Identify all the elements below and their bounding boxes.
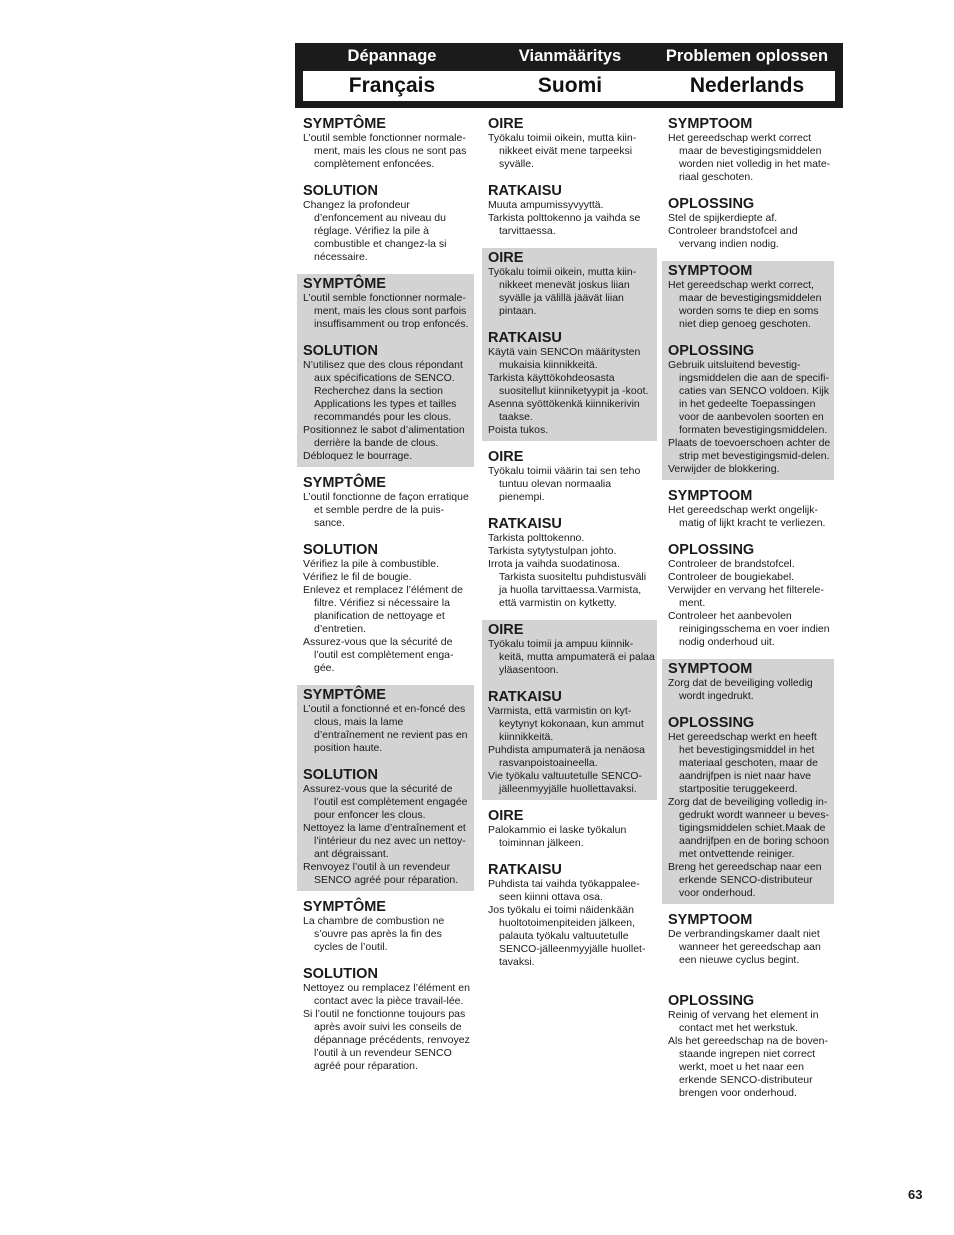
troubleshoot-block — [662, 486, 834, 653]
solution-section — [488, 862, 655, 969]
troubleshoot-block — [482, 248, 657, 441]
body-text: Zorg dat de beveiliging volledig in-gedrukt wordt wanneer u beves-tigingsmiddelen schiet.Maak de aandrijfpen en de boring schoon met ontvettende reiniger. — [668, 796, 830, 860]
solution-label: RATKAISU — [488, 689, 562, 705]
body-text: Als het gereedschap na de boven-staande ingrepen niet correct werkt, moet u het naar een erkende SENCO-distributeur brengen voor onderhoud. — [668, 1035, 828, 1099]
solution-section — [303, 343, 472, 463]
troubleshoot-block — [482, 806, 657, 973]
solution-section — [488, 689, 655, 796]
body-text: Het gereedschap werkt correct maar de bevestigingsmiddelen worden niet volledig in het mate-riaal geschoten. — [668, 132, 831, 183]
body-text: L’outil semble fonctionner normale-ment, mais les clous ne sont pas complètement enfoncées. — [303, 132, 467, 170]
body-text: Työkalu toimii ja ampuu kiinnik-keitä, mutta ampumaterä ei palaa yläasentoon. — [488, 638, 655, 676]
body-text: Assurez-vous que la sécurité de l’outil est complètement engagée pour enfoncer les clous. — [303, 783, 468, 821]
symptom-section — [668, 912, 832, 967]
page-number: 63 — [908, 1187, 923, 1202]
symptom-section — [303, 475, 472, 530]
body-text: Positionnez le sabot d’alimentation derrière la bande de clous. — [303, 424, 465, 449]
body-text: Breng het gereedschap naar een erkende SENCO-distributeur voor onderhoud. — [668, 861, 822, 899]
body-text: Reinig of vervang het element in contact met het werkstuk. — [668, 1009, 819, 1034]
body-text: Tarkista polttokenno ja vaihda se tarvittaessa. — [488, 212, 641, 237]
body-text: Työkalu toimii oikein, mutta kiin-nikkeet eivät mene tarpeeksi syvälle. — [488, 132, 637, 170]
symptom-label: SYMPTÔME — [303, 899, 386, 915]
body-text: Si l’outil ne fonctionne toujours pas après avoir suivi les conseils de dépannage précédents, renvoyez l’outil à un revendeur SENCO agréé pour réparation. — [303, 1008, 470, 1072]
solution-section — [303, 183, 472, 264]
solution-label: OPLOSSING — [668, 343, 755, 359]
troubleshoot-block — [297, 897, 474, 1077]
body-text: De verbrandingskamer daalt niet wanneer het gereedschap aan een nieuwe cyclus begint. — [668, 928, 821, 966]
symptom-section — [488, 808, 655, 850]
symptom-label: SYMPTÔME — [303, 276, 386, 292]
body-text: Controleer de brandstofcel. — [668, 558, 795, 570]
body-text: Poista tukos. — [488, 424, 549, 436]
body-text: Tarkista sytytystulpan johto. — [488, 545, 617, 557]
solution-label: SOLUTION — [303, 767, 378, 783]
body-text: Palokammio ei laske työkalun toiminnan jälkeen. — [488, 824, 627, 849]
body-text: Gebruik uitsluitend bevestig-ingsmiddelen die aan de specifi-caties van SENCO voldoen. Kijk in het gedeelte Toepassingen voor de aanbevolen soorten en formaten bevestigingsmiddelen. — [668, 359, 830, 436]
troubleshoot-block — [662, 261, 834, 480]
symptom-section — [668, 661, 832, 703]
body-text: La chambre de combustion ne s’ouvre pas après la fin des cycles de l’outil. — [303, 915, 445, 953]
troubleshoot-block — [297, 685, 474, 891]
body-text: Débloquez le bourrage. — [303, 450, 413, 462]
header-language: Français — [303, 71, 481, 101]
symptom-label: OIRE — [488, 250, 524, 266]
troubleshoot-block — [297, 274, 474, 467]
troubleshoot-block — [297, 114, 474, 268]
troubleshoot-block — [482, 620, 657, 800]
body-text: Controleer brandstofcel and vervang indien nodig. — [668, 225, 798, 250]
section-header — [295, 43, 843, 108]
troubleshoot-block — [662, 910, 834, 1104]
body-text: Nettoyez ou remplacez l’élément en contact avec la pièce travail-lée. — [303, 982, 470, 1007]
solution-section — [668, 993, 832, 1100]
symptom-section — [303, 276, 472, 331]
solution-section — [488, 330, 655, 437]
symptom-label: OIRE — [488, 116, 524, 132]
body-text: Varmista, että varmistin on kyt-keytynyt kokonaan, kun ammut kiinnikkeitä. — [488, 705, 644, 743]
solution-label: RATKAISU — [488, 516, 562, 532]
symptom-section — [488, 116, 655, 171]
french-column — [297, 114, 474, 1083]
symptom-label: OIRE — [488, 808, 524, 824]
body-text: Tarkista polttokenno. — [488, 532, 585, 544]
solution-section — [668, 343, 832, 476]
header-subtitle: Dépannage — [347, 47, 437, 65]
symptom-section — [488, 250, 655, 318]
body-text: Nettoyez la lame d’entraînement et l’intérieur du nez avec un nettoy-ant dégraissant. — [303, 822, 466, 860]
body-text: Vérifiez la pile à combustible. — [303, 558, 439, 570]
solution-section — [303, 966, 472, 1073]
body-text: Puhdista ampumaterä ja nenäosa rasvanpoistoaineella. — [488, 744, 646, 769]
body-text: N’utilisez que des clous répondant aux spécifications de SENCO. Recherchez dans la section Applications les types et tailles recommandés pour les clous. — [303, 359, 463, 423]
finnish-column — [482, 114, 657, 979]
body-text: L’outil a fonctionné et en-foncé des clous, mais la lame d’entraînement ne revient pas en position haute. — [303, 703, 468, 754]
solution-label: SOLUTION — [303, 966, 378, 982]
header-subtitle: Problemen oplossen — [665, 47, 829, 65]
symptom-section — [303, 116, 472, 171]
solution-label: OPLOSSING — [668, 715, 755, 731]
symptom-label: SYMPTOOM — [668, 912, 753, 928]
symptom-label: SYMPTOOM — [668, 661, 753, 677]
body-text: Zorg dat de beveiliging volledig wordt ingedrukt. — [668, 677, 813, 702]
body-text: Plaats de toevoerschoen achter de strip met bevestigingsmid-delen. — [668, 437, 831, 462]
symptom-label: SYMPTOOM — [668, 263, 753, 279]
solution-section — [303, 542, 472, 675]
troubleshoot-block — [662, 659, 834, 904]
body-text: Työkalu toimii oikein, mutta kiin-nikkeet menevät joskus liian syvälle ja välillä jäävät liian pintaan. — [488, 266, 637, 317]
symptom-section — [668, 116, 832, 184]
body-text: Renvoyez l’outil à un revendeur SENCO agréé pour réparation. — [303, 861, 459, 886]
body-text: Enlevez et remplacez l’élément de filtre. Vérifiez si nécessaire la planification de nettoyage et d’entretien. — [303, 584, 463, 635]
body-text: Verwijder en vervang het filterele-ment. — [668, 584, 824, 609]
body-text: Controleer het aanbevolen reinigingsschema en voer indien nodig onderhoud uit. — [668, 610, 830, 648]
body-text: L’outil semble fonctionner normale-ment, mais les clous sont parfois insuffisamment ou trop enfoncés. — [303, 292, 469, 330]
troubleshoot-block — [297, 473, 474, 679]
body-text: Puhdista tai vaihda työkappalee-seen kiinni ottava osa. — [488, 878, 640, 903]
troubleshoot-block — [482, 114, 657, 242]
symptom-section — [668, 263, 832, 331]
symptom-section — [668, 488, 832, 530]
solution-label: RATKAISU — [488, 183, 562, 199]
solution-section — [488, 183, 655, 238]
symptom-label: SYMPTÔME — [303, 687, 386, 703]
symptom-label: OIRE — [488, 449, 524, 465]
symptom-label: SYMPTOOM — [668, 116, 753, 132]
symptom-section — [488, 622, 655, 677]
solution-label: RATKAISU — [488, 330, 562, 346]
troubleshoot-block — [662, 114, 834, 255]
solution-label: OPLOSSING — [668, 542, 755, 558]
symptom-label: OIRE — [488, 622, 524, 638]
solution-label: OPLOSSING — [668, 993, 755, 1009]
body-text: Controleer de bougiekabel. — [668, 571, 795, 583]
body-text: Vie työkalu valtuutetulle SENCO-jälleenmyyjälle huollettavaksi. — [488, 770, 642, 795]
symptom-section — [488, 449, 655, 504]
body-text: Verwijder de blokkering. — [668, 463, 780, 475]
body-text: Käytä vain SENCOn määritysten mukaisia kiinnikkeitä. — [488, 346, 641, 371]
symptom-label: SYMPTÔME — [303, 116, 386, 132]
body-text: Het gereedschap werkt correct, maar de bevestigingsmiddelen worden soms te diep en soms niet diep genoeg geschoten. — [668, 279, 822, 330]
body-text: Asenna syöttökenkä kiinnikerivin taakse. — [488, 398, 640, 423]
solution-label: RATKAISU — [488, 862, 562, 878]
header-column-finnish — [481, 43, 659, 108]
solution-section — [488, 516, 655, 610]
symptom-label: SYMPTÔME — [303, 475, 386, 491]
solution-label: SOLUTION — [303, 343, 378, 359]
body-text: Työkalu toimii väärin tai sen teho tuntuu olevan normaalia pienempi. — [488, 465, 641, 503]
solution-label: OPLOSSING — [668, 196, 755, 212]
solution-section — [668, 196, 832, 251]
header-language: Nederlands — [659, 71, 835, 101]
solution-label: SOLUTION — [303, 542, 378, 558]
body-text: Changez la profondeur d’enfoncement au niveau du réglage. Vérifiez la pile à combustible et changez-la si nécessaire. — [303, 199, 447, 263]
header-language: Suomi — [481, 71, 659, 101]
body-text: Assurez-vous que la sécurité de l’outil est complètement enga-gée. — [303, 636, 454, 674]
body-text: Stel de spijkerdiepte af. — [668, 212, 778, 224]
solution-section — [668, 715, 832, 900]
solution-section — [668, 542, 832, 649]
body-text: Vérifiez le fil de bougie. — [303, 571, 412, 583]
solution-section — [303, 767, 472, 887]
body-text: Muuta ampumissyvyyttä. — [488, 199, 604, 211]
body-text: Het gereedschap werkt en heeft het bevestigingsmiddel in het materiaal geschoten, maar de aandrijfpen is niet naar have startpositie teruggekeerd. — [668, 731, 818, 795]
body-text: Het gereedschap werkt ongelijk-matig of lijkt kracht te verliezen. — [668, 504, 826, 529]
header-column-dutch — [659, 43, 835, 108]
body-text: Jos työkalu ei toimi näidenkään huoltotoimenpiteiden jälkeen, palauta työkalu valtuutetulle SENCO-jälleenmyyjälle huollet-tavaksi. — [488, 904, 646, 968]
header-column-french — [303, 43, 481, 108]
troubleshoot-block — [482, 447, 657, 614]
symptom-section — [303, 899, 472, 954]
symptom-section — [303, 687, 472, 755]
symptom-label: SYMPTOOM — [668, 488, 753, 504]
body-text: Tarkista käyttökohdeosasta suositellut kiinniketyypit ja -koot. — [488, 372, 649, 397]
header-subtitle: Vianmääritys — [518, 47, 622, 65]
body-text: Irrota ja vaihda suodatinosa. Tarkista suositeltu puhdistusväli ja huolla tarvittaessa.Varmista, että varmistin on kytketty. — [488, 558, 647, 609]
body-text: L’outil fonctionne de façon erratique et semble perdre de la puis-sance. — [303, 491, 469, 529]
dutch-column — [662, 114, 834, 1110]
solution-label: SOLUTION — [303, 183, 378, 199]
